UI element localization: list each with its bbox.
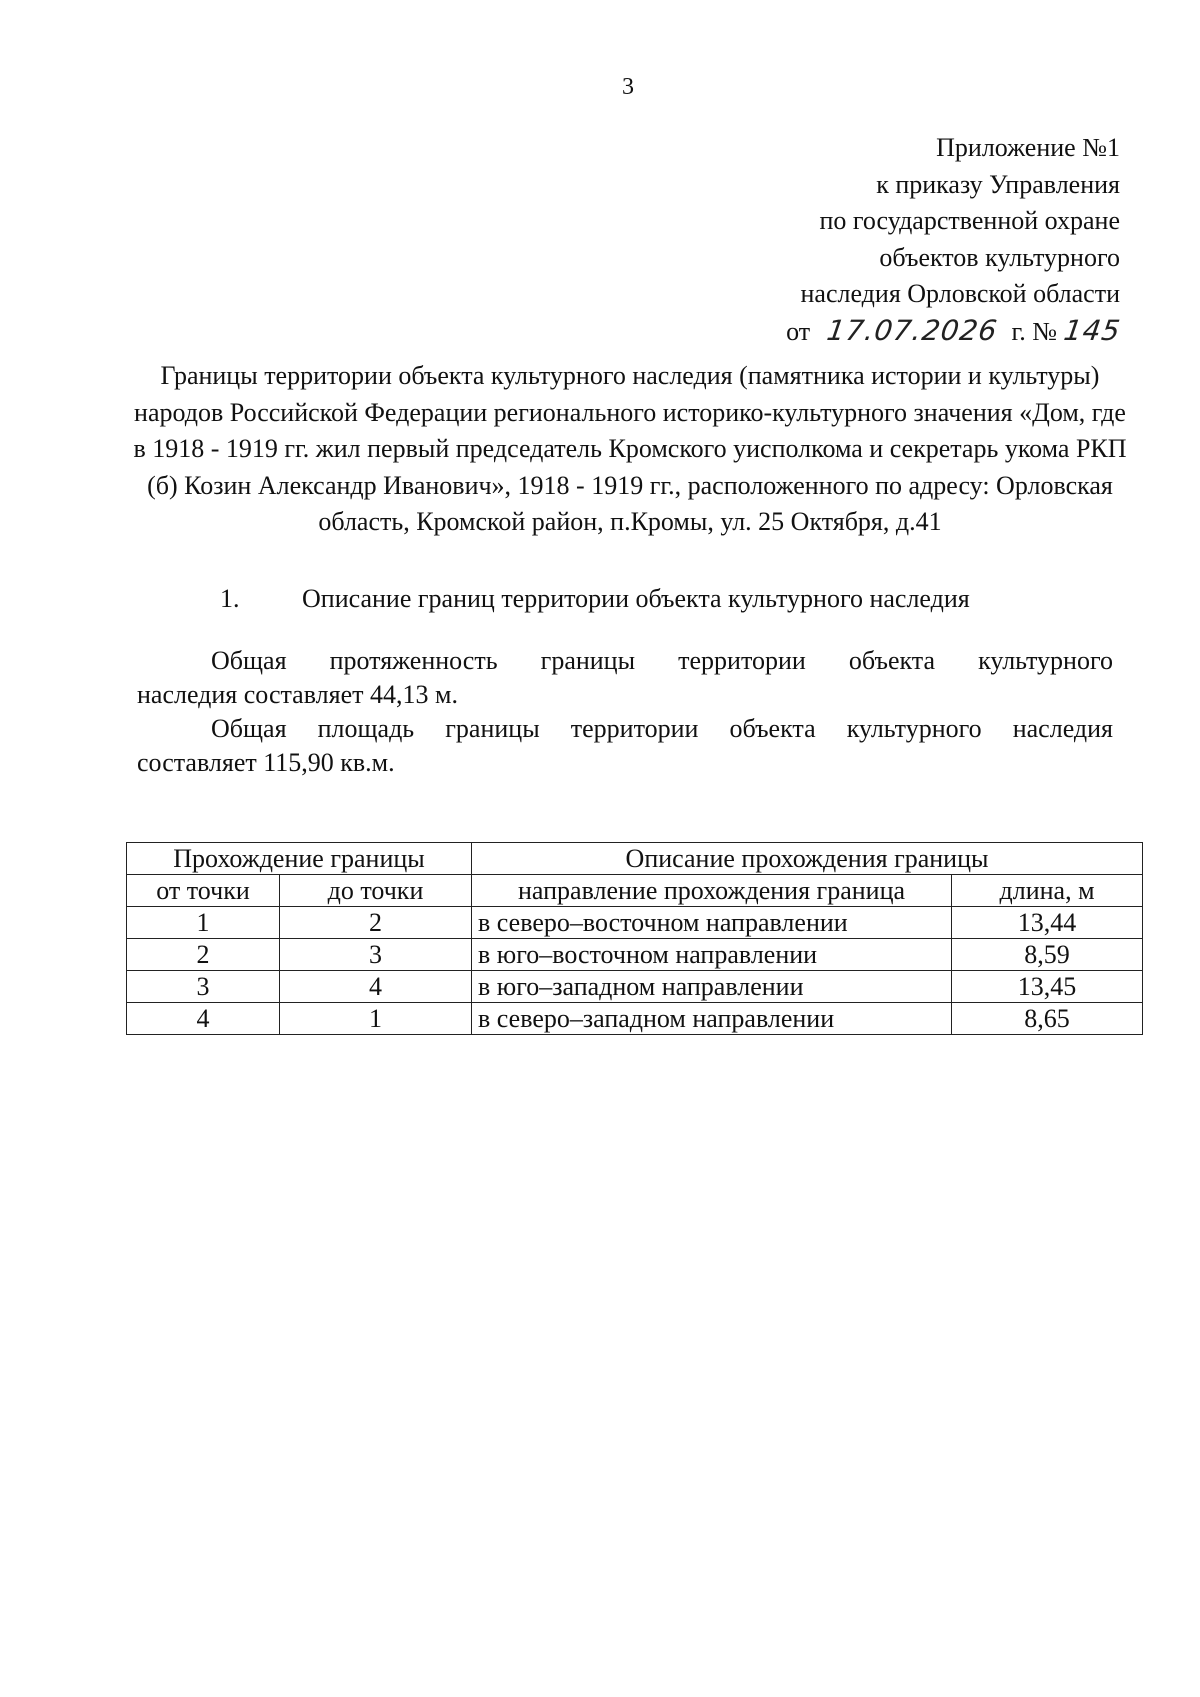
total-length-paragraph xyxy=(137,644,1113,712)
column-header-length: длина, м xyxy=(952,875,1143,907)
cell-from-point: 2 xyxy=(127,939,280,971)
group-header-boundary-passage: Прохождение границы xyxy=(127,843,472,875)
handwritten-order-date: 17.07.2026 xyxy=(824,313,1000,347)
cell-direction: в северо–западном направлении xyxy=(472,1003,952,1035)
table-column-header-row xyxy=(127,875,1143,907)
document-title: Границы территории объекта культурного наследия (памятника истории и культуры) народов Российской Федерации регионального историко-культурного значения «Дом, где в 1918 - 1919 гг. жил первый председатель Кромского уисполкома и секретарь укома РКП (б) Козин Александр Иванович», 1918 - 1919 гг., расположенного по адресу: Орловская область, Кромской район, п.Кромы, ул. 25 Октября, д.41 xyxy=(133,361,1127,536)
cell-length: 8,59 xyxy=(952,939,1143,971)
group-header-boundary-description: Описание прохождения границы xyxy=(472,843,1143,875)
appendix-block xyxy=(600,130,1123,350)
handwritten-order-number: 145 xyxy=(1061,313,1123,347)
appendix-line: объектов культурного xyxy=(879,242,1120,272)
table-group-header-row xyxy=(127,843,1143,875)
section-number: 1. xyxy=(220,584,240,613)
cell-direction: в юго–западном направлении xyxy=(472,971,952,1003)
order-date-number-line xyxy=(600,313,1123,351)
appendix-line: наследия Орловской области xyxy=(800,279,1120,308)
section-title: Описание границ территории объекта культурного наследия xyxy=(302,584,970,613)
cell-length: 8,65 xyxy=(952,1003,1143,1035)
section-heading xyxy=(220,582,1120,616)
paragraph-line: Общая протяженность границы территории объекта культурного xyxy=(211,646,1113,675)
cell-from-point: 1 xyxy=(127,907,280,939)
cell-from-point: 3 xyxy=(127,971,280,1003)
cell-to-point: 4 xyxy=(280,971,472,1003)
table-row xyxy=(127,1003,1143,1035)
cell-to-point: 3 xyxy=(280,939,472,971)
paragraph-line: составляет 115,90 кв.м. xyxy=(137,748,395,777)
table-row xyxy=(127,971,1143,1003)
table-row xyxy=(127,939,1143,971)
order-prefix: от xyxy=(786,316,811,346)
appendix-line: по государственной охране xyxy=(819,206,1120,235)
total-area-paragraph xyxy=(137,712,1113,780)
cell-from-point: 4 xyxy=(127,1003,280,1035)
column-header-from-point: от точки xyxy=(127,875,280,907)
paragraph-line: наследия составляет 44,13 м. xyxy=(137,680,458,709)
cell-to-point: 1 xyxy=(280,1003,472,1035)
order-number-label: г. № xyxy=(1011,316,1058,346)
cell-length: 13,44 xyxy=(952,907,1143,939)
appendix-line: к приказу Управления xyxy=(876,169,1120,199)
boundary-table xyxy=(126,842,1143,1035)
appendix-line: Приложение №1 xyxy=(936,133,1120,162)
column-header-to-point: до точки xyxy=(280,875,472,907)
table-row xyxy=(127,907,1143,939)
cell-to-point: 2 xyxy=(280,907,472,939)
page-number: 3 xyxy=(622,74,634,100)
column-header-direction: направление прохождения граница xyxy=(472,875,952,907)
paragraph-line: Общая площадь границы территории объекта культурного наследия xyxy=(211,714,1113,743)
cell-length: 13,45 xyxy=(952,971,1143,1003)
cell-direction: в северо–восточном направлении xyxy=(472,907,952,939)
cell-direction: в юго–восточном направлении xyxy=(472,939,952,971)
